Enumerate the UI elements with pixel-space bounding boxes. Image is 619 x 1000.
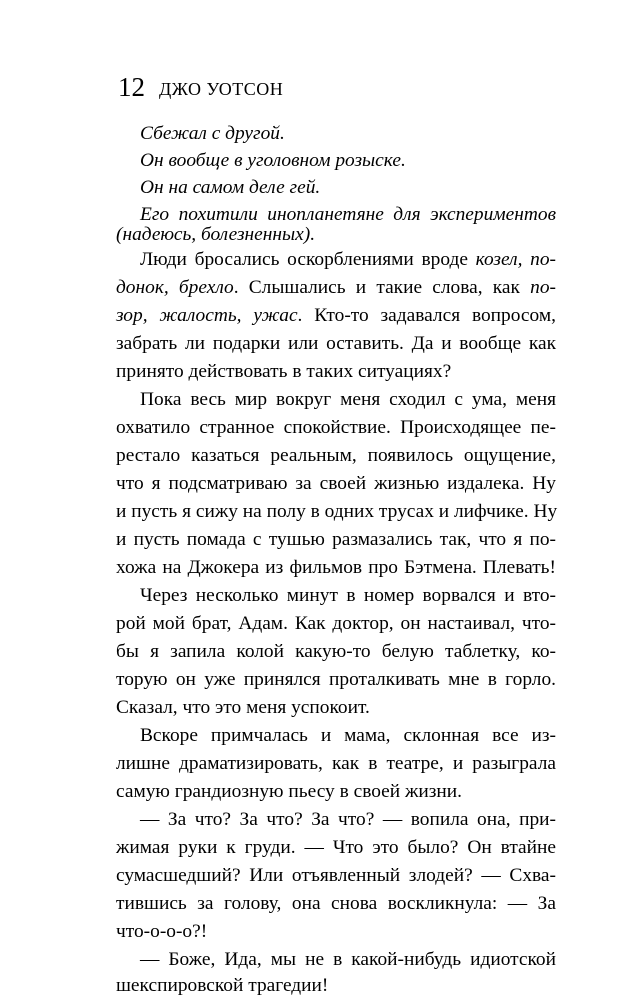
text-line: забрать ли подарки или оставить. Да и вообще как: [116, 333, 556, 354]
page-number: 12: [118, 72, 145, 102]
text-line: хожа на Джокера из фильмов про Бэтмена. Плевать!: [116, 557, 556, 578]
running-head-author: ДЖО УОТСОН: [159, 79, 284, 99]
text-line: тившись за голову, она снова воскликнула: — За: [116, 893, 556, 914]
text-line: охватило странное спокойствие. Происходящее пе-: [116, 417, 556, 438]
text-line: — Боже, Ида, мы не в какой-нибудь идиотской: [140, 949, 556, 970]
text-line: что-о-о-о?!: [116, 921, 208, 942]
text-line: и пусть я сижу на полу в одних трусах и лифчике. Ну: [116, 501, 558, 522]
text-line: жимая руки к груди. — Что это было? Он втайне: [116, 837, 556, 858]
text-line: шекспировской трагедии!: [116, 975, 329, 996]
text-line: что я подсматриваю за своей жизнью издалека. Ну: [116, 473, 556, 494]
text-line: Пока весь мир вокруг меня сходил с ума, меня: [140, 389, 556, 410]
text-line: рой мой брат, Адам. Как доктор, он настаивал, что-: [116, 613, 556, 634]
text-line: и пусть помада с тушью размазались так, что я по-: [116, 529, 556, 550]
text-line: принято действовать в таких ситуациях?: [116, 361, 452, 382]
text-line: Через несколько минут в номер ворвался и вто-: [140, 585, 556, 606]
text-line: самую грандиозную пьесу в своей жизни.: [116, 781, 463, 802]
running-head: [118, 72, 283, 103]
text-line: (надеюсь, болезненных).: [116, 224, 316, 245]
text-line: зор, жалость, ужас. Кто-то задавался вопросом,: [116, 305, 556, 326]
text-line: лишне драматизировать, как в театре, и разыграла: [116, 753, 556, 774]
text-line: — За что? За что? За что? — вопила она, при-: [140, 809, 556, 830]
text-line: Сказал, что это меня успокоит.: [116, 697, 370, 718]
text-line: Сбежал с другой.: [140, 123, 285, 144]
text-line: Его похитили инопланетяне для экспериментов: [140, 204, 556, 225]
text-line: Он на самом деле гей.: [140, 177, 321, 198]
text-line: бы я запила колой какую-то белую таблетку, ко-: [116, 641, 556, 662]
text-line: Люди бросались оскорблениями вроде козел, по-: [140, 249, 556, 270]
text-line: торую он уже принялся проталкивать мне в горло.: [116, 669, 556, 690]
text-line: сумасшедший? Или отъявленный злодей? — Схва-: [116, 865, 556, 886]
text-line: Вскоре примчалась и мама, склонная все из-: [140, 725, 556, 746]
text-line: Он вообще в уголовном розыске.: [140, 150, 406, 171]
text-line: донок, брехло. Слышались и такие слова, как по-: [116, 277, 556, 298]
text-line: рестало казаться реальным, появилось ощущение,: [116, 445, 556, 466]
